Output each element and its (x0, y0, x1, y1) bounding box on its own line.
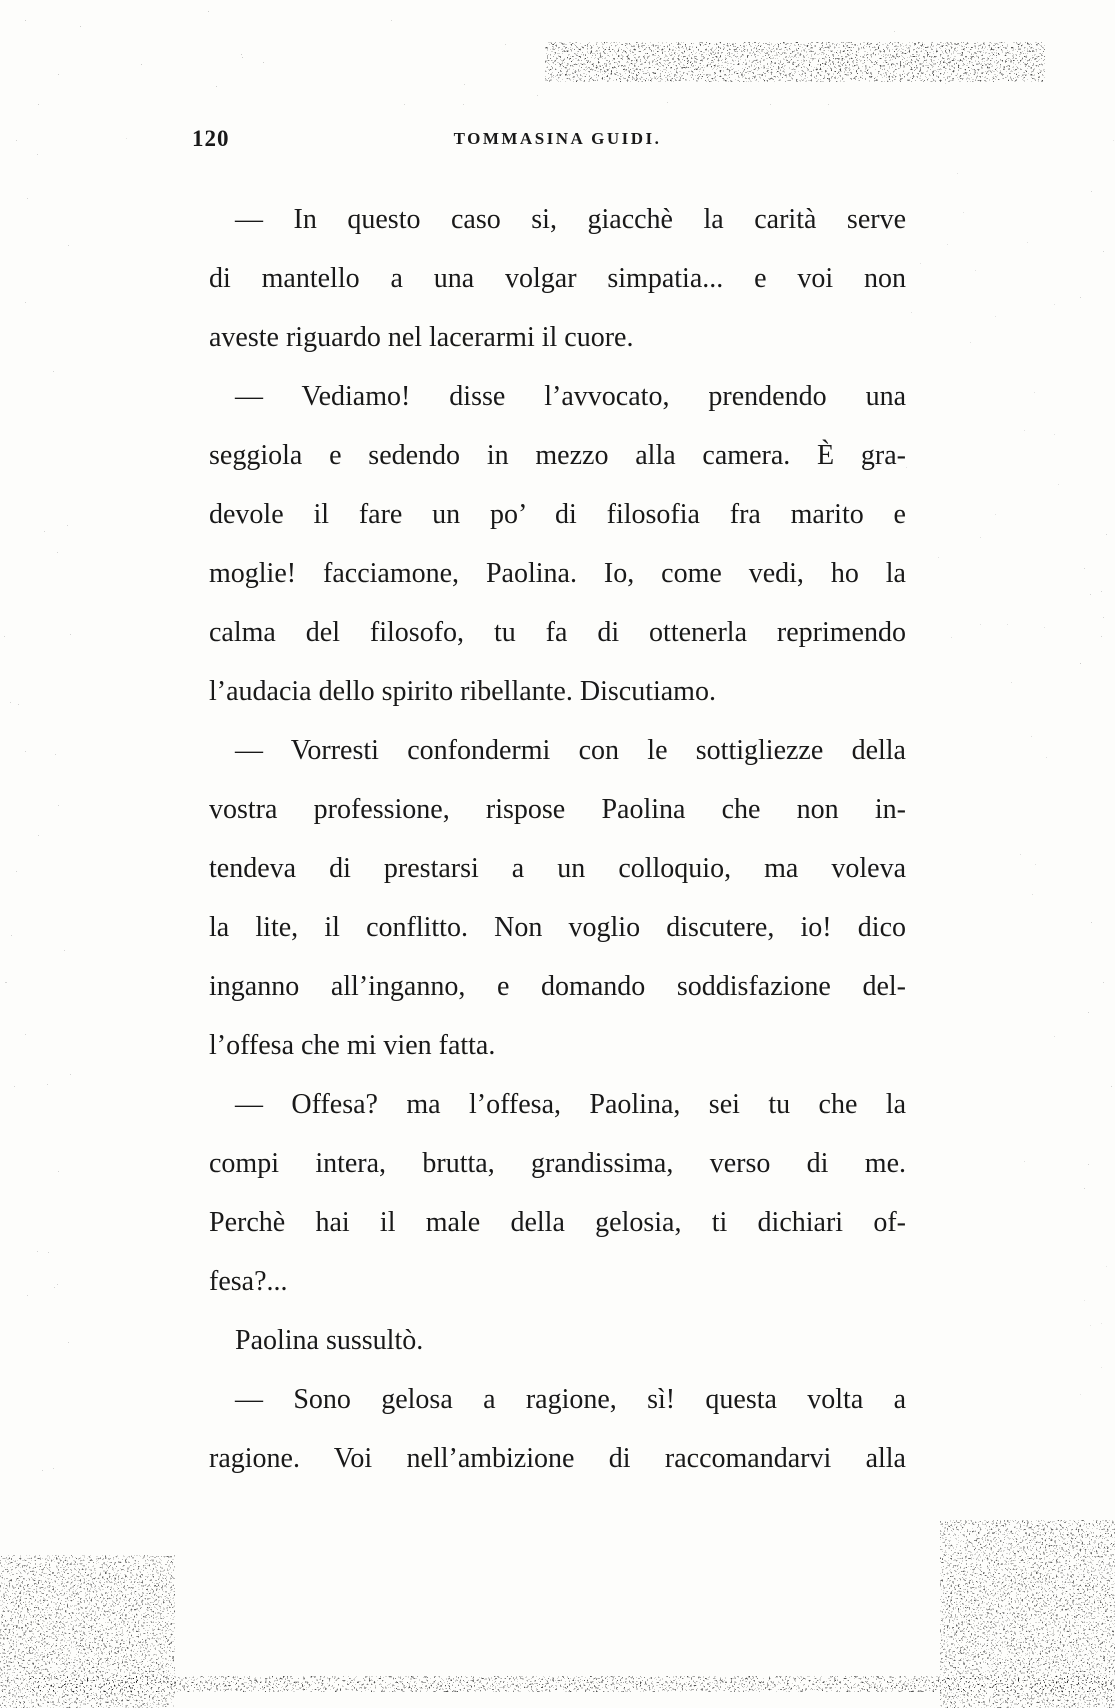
text-line: aveste riguardo nel lacerarmi il cuore. (209, 322, 634, 353)
text-line: — In questo caso si, giacchè la carità serve (235, 204, 906, 235)
text-line: vostra professione, rispose Paolina che non in- (209, 794, 906, 825)
text-line: — Offesa? ma l’offesa, Paolina, sei tu che la (235, 1089, 906, 1120)
text-line: l’offesa che mi vien fatta. (209, 1030, 496, 1061)
text-line: di mantello a una volgar simpatia... e voi non (209, 263, 906, 294)
text-line: compi intera, brutta, grandissima, verso di me. (209, 1148, 906, 1179)
text-line: calma del filosofo, tu fa di ottenerla reprimendo (209, 617, 906, 648)
text-line: — Sono gelosa a ragione, sì! questa volta a (235, 1384, 906, 1415)
text-line: moglie! facciamone, Paolina. Io, come vedi, ho la (209, 558, 906, 589)
text-line: Paolina sussultò. (235, 1325, 424, 1356)
text-line: Perchè hai il male della gelosia, ti dichiari of- (209, 1207, 906, 1238)
text-line: — Vorresti confondermi con le sottigliezze della (235, 735, 906, 766)
text-line: fesa?... (209, 1266, 288, 1297)
text-line: devole il fare un po’ di filosofia fra marito e (209, 499, 906, 530)
text-line: tendeva di prestarsi a un colloquio, ma voleva (209, 853, 906, 884)
text-line: inganno all’inganno, e domando soddisfazione del- (209, 971, 906, 1002)
running-head (192, 126, 906, 156)
running-title: TOMMASINA GUIDI. (453, 129, 662, 148)
text-line: — Vediamo! disse l’avvocato, prendendo una (235, 381, 906, 412)
text-line: l’audacia dello spirito ribellante. Discutiamo. (209, 676, 716, 707)
text-line: la lite, il conflitto. Non voglio discutere, io! dico (209, 912, 906, 943)
text-line: seggiola e sedendo in mezzo alla camera. È gra- (209, 440, 906, 471)
page-number: 120 (192, 126, 230, 151)
text-line: ragione. Voi nell’ambizione di raccomandarvi alla (209, 1443, 906, 1474)
body-text (209, 190, 906, 1488)
